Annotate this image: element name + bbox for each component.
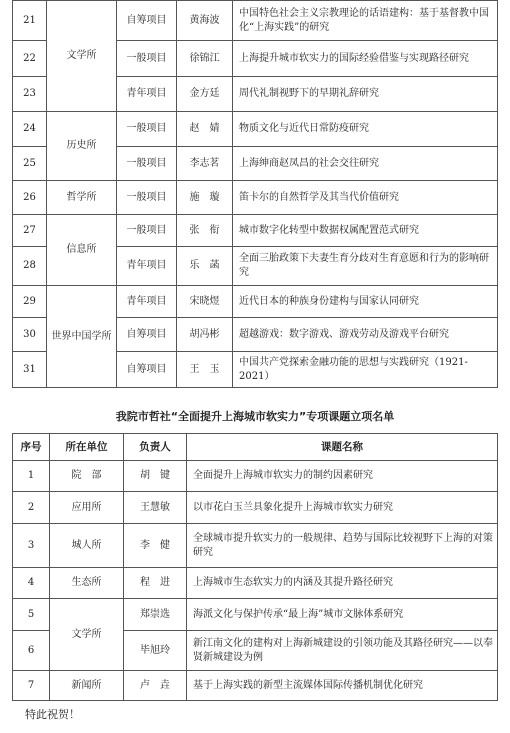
unit-cell: 信息所 <box>47 215 117 286</box>
project-title: 笛卡尔的自然哲学及其当代价值研究 <box>233 181 498 215</box>
person-name: 王慧敏 <box>124 492 187 524</box>
header-person: 负责人 <box>124 434 187 461</box>
row-number: 2 <box>13 492 50 524</box>
project-title: 中国共产党探索金融功能的思想与实践研究（1921-2021） <box>233 352 498 388</box>
row-number: 27 <box>13 215 47 247</box>
table-header-row <box>13 434 498 461</box>
project-type: 一般项目 <box>117 41 177 77</box>
unit-cell: 世界中国学所 <box>47 286 117 388</box>
project-title: 全面提升上海城市软实力的制约因素研究 <box>187 461 498 492</box>
row-number: 22 <box>13 41 47 77</box>
row-number: 24 <box>13 112 47 147</box>
project-title: 上海绅商赵凤昌的社会交往研究 <box>233 147 498 181</box>
person-name: 程 进 <box>124 568 187 599</box>
person-name: 金方廷 <box>177 77 233 112</box>
row-number: 3 <box>13 524 50 568</box>
project-title: 上海提升城市软实力的国际经验借鉴与实现路径研究 <box>233 41 498 77</box>
project-title: 城市数字化转型中数据权属配置范式研究 <box>233 215 498 247</box>
row-number: 25 <box>13 147 47 181</box>
table-row <box>13 492 498 524</box>
project-title: 物质文化与近代日常防疫研究 <box>233 112 498 147</box>
project-title: 周代礼制视野下的早期礼辞研究 <box>233 77 498 112</box>
project-type: 青年项目 <box>117 77 177 112</box>
row-number: 31 <box>13 352 47 388</box>
person-name: 赵 婧 <box>177 112 233 147</box>
project-title: 中国特色社会主义宗教理论的话语建构：基于基督教中国化“上海实践”的研究 <box>233 1 498 41</box>
project-title: 海派文化与保护传承“最上海”城市文脉体系研究 <box>187 599 498 631</box>
person-name: 张 衔 <box>177 215 233 247</box>
project-type: 一般项目 <box>117 112 177 147</box>
person-name: 王 玉 <box>177 352 233 388</box>
table-row <box>13 215 498 247</box>
project-title: 以市花白玉兰具象化提升上海城市软实力研究 <box>187 492 498 524</box>
table-row <box>13 286 498 318</box>
project-title: 全球城市提升软实力的一般规律、趋势与国际比较视野下上海的对策研究 <box>187 524 498 568</box>
table-row <box>13 461 498 492</box>
row-number: 23 <box>13 77 47 112</box>
project-title: 新江南文化的建构对上海新城建设的引领功能及其路径研究——以奉贤新城建设为例 <box>187 631 498 671</box>
project-title: 全面三胎政策下夫妻生育分歧对生育意愿和行为的影响研究 <box>233 247 498 286</box>
table-row <box>13 181 498 215</box>
person-name: 徐锦江 <box>177 41 233 77</box>
table-row <box>13 1 498 41</box>
person-name: 胡 键 <box>124 461 187 492</box>
project-title: 上海城市生态软实力的内涵及其提升路径研究 <box>187 568 498 599</box>
unit-cell: 应用所 <box>50 492 124 524</box>
unit-cell: 院 部 <box>50 461 124 492</box>
unit-cell: 文学所 <box>47 1 117 112</box>
row-number: 4 <box>13 568 50 599</box>
project-type: 自筹项目 <box>117 1 177 41</box>
table-row <box>13 599 498 631</box>
project-type: 一般项目 <box>117 215 177 247</box>
special-project-table <box>12 433 498 701</box>
person-name: 胡冯彬 <box>177 318 233 352</box>
row-number: 29 <box>13 286 47 318</box>
project-title: 基于上海实践的新型主流媒体国际传播机制优化研究 <box>187 671 498 701</box>
row-number: 26 <box>13 181 47 215</box>
header-title: 课题名称 <box>187 434 498 461</box>
list-caption: 我院市哲社“全面提升上海城市软实力”专项课题立项名单 <box>115 410 395 423</box>
project-table-continued <box>12 0 498 388</box>
project-type: 一般项目 <box>117 147 177 181</box>
project-type: 一般项目 <box>117 181 177 215</box>
unit-cell: 哲学所 <box>47 181 117 215</box>
row-number: 30 <box>13 318 47 352</box>
person-name: 郑崇选 <box>124 599 187 631</box>
row-number: 7 <box>13 671 50 701</box>
header-unit: 所在单位 <box>50 434 124 461</box>
table-row <box>13 524 498 568</box>
table-row <box>13 568 498 599</box>
person-name: 卢 垚 <box>124 671 187 701</box>
row-number: 5 <box>13 599 50 631</box>
project-type: 自筹项目 <box>117 318 177 352</box>
person-name: 李志茗 <box>177 147 233 181</box>
table-row <box>13 112 498 147</box>
unit-cell: 城人所 <box>50 524 124 568</box>
table-row <box>13 671 498 701</box>
person-name: 毕旭玲 <box>124 631 187 671</box>
person-name: 施 璇 <box>177 181 233 215</box>
unit-cell: 新闻所 <box>50 671 124 701</box>
project-type: 自筹项目 <box>117 352 177 388</box>
header-number: 序号 <box>13 434 50 461</box>
person-name: 宋晓煜 <box>177 286 233 318</box>
project-type: 青年项目 <box>117 247 177 286</box>
closing-text: 特此祝贺！ <box>25 708 80 721</box>
person-name: 黄海波 <box>177 1 233 41</box>
project-type: 青年项目 <box>117 286 177 318</box>
unit-cell: 文学所 <box>50 599 124 671</box>
row-number: 28 <box>13 247 47 286</box>
row-number: 6 <box>13 631 50 671</box>
row-number: 1 <box>13 461 50 492</box>
project-title: 超越游戏：数字游戏、游戏劳动及游戏平台研究 <box>233 318 498 352</box>
person-name: 李 健 <box>124 524 187 568</box>
unit-cell: 历史所 <box>47 112 117 181</box>
project-title: 近代日本的种族身份建构与国家认同研究 <box>233 286 498 318</box>
unit-cell: 生态所 <box>50 568 124 599</box>
person-name: 乐 菡 <box>177 247 233 286</box>
row-number: 21 <box>13 1 47 41</box>
